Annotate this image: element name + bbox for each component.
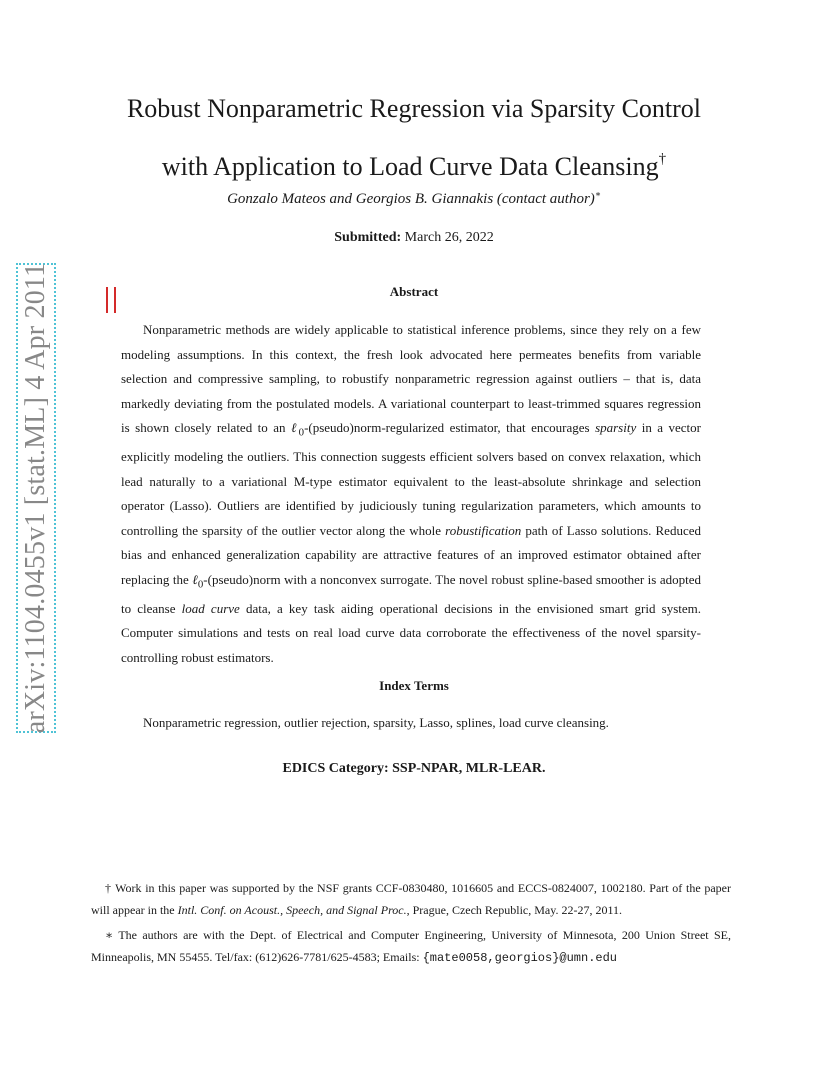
ell-symbol: ℓ — [192, 571, 198, 587]
ell-symbol: ℓ — [291, 420, 299, 435]
submitted-label: Submitted: — [334, 230, 402, 245]
footnote-affiliation — [91, 925, 731, 969]
title-line-1: Robust Nonparametric Regression via Sparsity Control — [126, 94, 702, 123]
footnote-venue: Intl. Conf. on Acoust., Speech, and Signal Proc. — [177, 902, 407, 917]
footnote-segment: † Work in this paper was supported by the NSF grants CCF-0830480, 1016605 and ECCS-0824007, 1002180. Part of the paper will appear in the — [91, 881, 731, 917]
abstract-segment: Nonparametric methods are widely applicable to statistical inference problems, since they rely on a few modeling assumptions. In this context, the fresh look advocated here permeates benefits from variable selection and compressive sampling, to robustify nonparametric regression against outliers – that is, data markedly deviating from the postulated models. A variational counterpart to least-trimmed squares regression is shown closely related to an — [121, 322, 701, 435]
abstract-segment: data, a key task aiding operational decisions in the envisioned smart grid system. Computer simulations and tests on real load curve data corroborate the effectiveness of the novel sparsity-controlling robust estimators. — [121, 600, 702, 665]
abstract-segment: -(pseudo)norm-regularized estimator, that encourages — [304, 420, 596, 435]
abstract-heading: Abstract — [389, 284, 439, 299]
abstract-emphasis: sparsity — [595, 420, 637, 435]
abstract-emphasis: load curve — [181, 600, 240, 616]
arxiv-identifier: arXiv:1104.0455v1 [stat.ML] 4 Apr 2011 — [20, 262, 51, 734]
abstract-segment: path of Lasso solutions. Reduced bias and enhanced generalization capability are attractive features of an improved estimator obtained after replacing the — [121, 522, 701, 587]
title-footnote-mark: † — [658, 151, 667, 167]
footnotes — [91, 878, 731, 973]
submitted-date: March 26, 2022 — [404, 230, 494, 245]
paper-title — [0, 84, 828, 192]
title-line-2: with Application to Load Curve Data Cleansing — [161, 152, 659, 181]
ell-subscript: 0 — [197, 578, 204, 591]
authors-text: Gonzalo Mateos and Georgios B. Giannakis (contact author) — [227, 191, 595, 207]
author-line — [0, 189, 828, 208]
ell-subscript: 0 — [298, 426, 305, 439]
footnote-funding — [91, 878, 731, 921]
footnote-segment: ∗ The authors are with the Dept. of Electrical and Computer Engineering, University of Minnesota, 200 Union Street SE, Minneapolis, MN 55455. Tel/fax: (612)626-7781/625-4583; Emails: — [91, 928, 731, 964]
edics-category: EDICS Category: SSP-NPAR, MLR-LEAR. — [282, 761, 546, 776]
abstract-segment: -(pseudo)norm with a nonconvex surrogate. The novel robust spline-based smoother is adopted to cleanse — [121, 571, 701, 616]
abstract-text — [121, 318, 701, 670]
author-emails: {mate0058,georgios}@umn.edu — [422, 950, 618, 965]
footnote-segment: , Prague, Czech Republic, May. 22-27, 2011. — [406, 902, 623, 917]
index-terms-heading: Index Terms — [379, 678, 449, 693]
arxiv-stamp — [16, 263, 56, 733]
index-terms-text: Nonparametric regression, outlier rejection, sparsity, Lasso, splines, load curve cleansing. — [143, 715, 609, 730]
author-footnote-mark: ∗ — [594, 189, 601, 199]
submission-date — [0, 230, 828, 246]
abstract-segment: in a vector explicitly modeling the outliers. This connection suggests efficient solvers based on convex relaxation, which lead naturally to a variational M-type estimator equivalent to the least-absolute shrinkage and selection operator (Lasso). Outliers are identified by judiciously tuning regularization parameters, which amounts to controlling the sparsity of the outlier vector along the whole — [121, 420, 702, 538]
abstract-emphasis: robustification — [445, 522, 522, 538]
